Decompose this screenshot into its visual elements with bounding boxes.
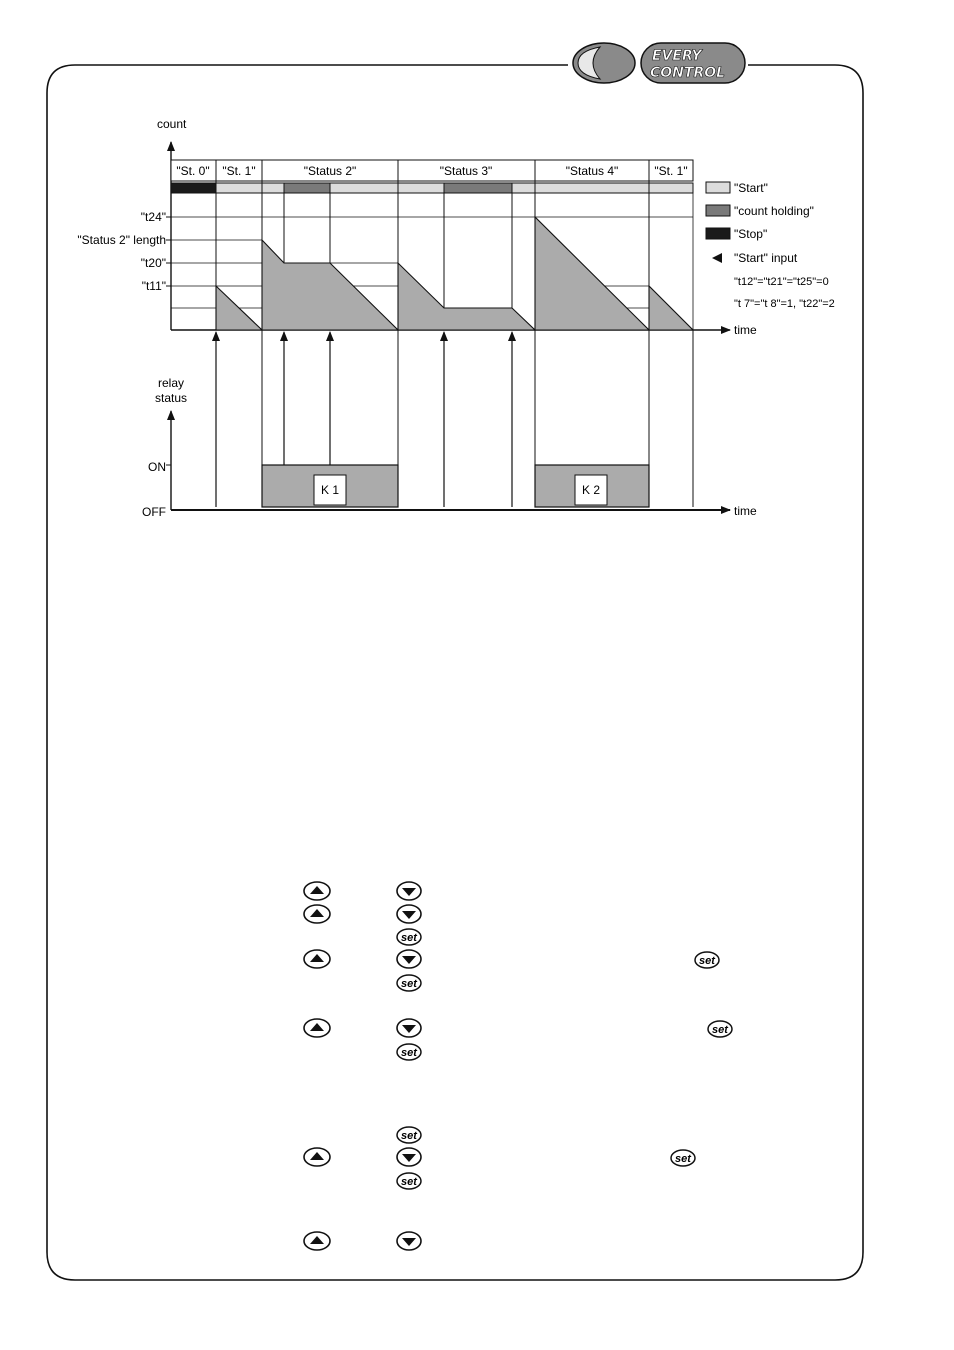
svg-text:set: set [401,1047,417,1059]
page-frame [47,65,863,1280]
legend-param-line2: "t 7"="t 8"=1, "t22"=2 [734,298,835,310]
up-arrow-key-icon [304,1148,330,1166]
legend-label-stop: "Stop" [734,227,768,241]
y-axis-label-count: count [157,117,187,131]
status-header-st1: "St. 1" [222,164,256,178]
legend [706,181,835,310]
svg-text:set: set [675,1153,691,1165]
every-control-logo [573,43,745,83]
legend-label-start-input: "Start" input [734,251,798,265]
up-arrow-key-icon [304,905,330,923]
status-header-st1-end: "St. 1" [654,164,688,178]
relay-y-label-line1: relay [157,376,185,390]
status-header-status2: "Status 2" [303,164,357,178]
level-label-status2-length: "Status 2" length [77,233,166,247]
relay-level-off: OFF [142,505,166,519]
count-timing-diagram [77,117,834,337]
svg-text:set: set [401,932,417,944]
set-key-icon [397,1173,421,1189]
x-axis-label-time: time [734,323,757,337]
svg-text:set: set [401,1176,417,1188]
legend-swatch-stop [706,228,730,239]
legend-param-line1: "t12"="t21"="t25"=0 [734,276,829,288]
logo-text-line2: CONTROL [650,65,726,81]
relay-x-label-time: time [734,504,757,518]
logo-text-line1: EVERY [652,48,702,64]
down-arrow-key-icon [397,1148,421,1166]
up-arrow-key-icon [304,1019,330,1037]
key-instruction-icons [304,882,732,1250]
legend-label-count-holding: "count holding" [734,204,814,218]
status-header-status4: "Status 4" [565,164,619,178]
set-key-icon [397,1044,421,1060]
state-strip [171,183,693,193]
legend-label-start: "Start" [734,181,768,195]
set-key-icon [671,1150,695,1166]
relay-y-label-line2: status [154,391,188,405]
set-key-icon [397,929,421,945]
level-label-t11: "t11" [141,279,166,293]
set-key-icon [695,952,719,968]
down-arrow-key-icon [397,905,421,923]
down-arrow-key-icon [397,950,421,968]
level-label-t20: "t20" [140,256,166,270]
start-input-arrow-icon [712,253,722,263]
svg-text:set: set [401,1130,417,1142]
level-label-t24: "t24" [140,210,166,224]
up-arrow-key-icon [304,1232,330,1250]
legend-swatch-start [706,182,730,193]
set-key-icon [397,1127,421,1143]
status-header-status3: "Status 3" [439,164,493,178]
relay-level-on: ON [148,460,166,474]
up-arrow-key-icon [304,882,330,900]
svg-text:set: set [699,955,715,967]
down-arrow-key-icon [397,882,421,900]
status-header-st0: "St. 0" [176,164,210,178]
set-key-icon [708,1021,732,1037]
up-arrow-key-icon [304,950,330,968]
relay-status-diagram [142,330,757,519]
down-arrow-key-icon [397,1019,421,1037]
relay-k1-label: K 1 [320,483,340,497]
set-key-icon [397,975,421,991]
legend-swatch-count-holding [706,205,730,216]
svg-text:set: set [401,978,417,990]
count-waveform [216,217,693,330]
relay-k2-label: K 2 [581,483,601,497]
down-arrow-key-icon [397,1232,421,1250]
svg-text:set: set [712,1024,728,1036]
